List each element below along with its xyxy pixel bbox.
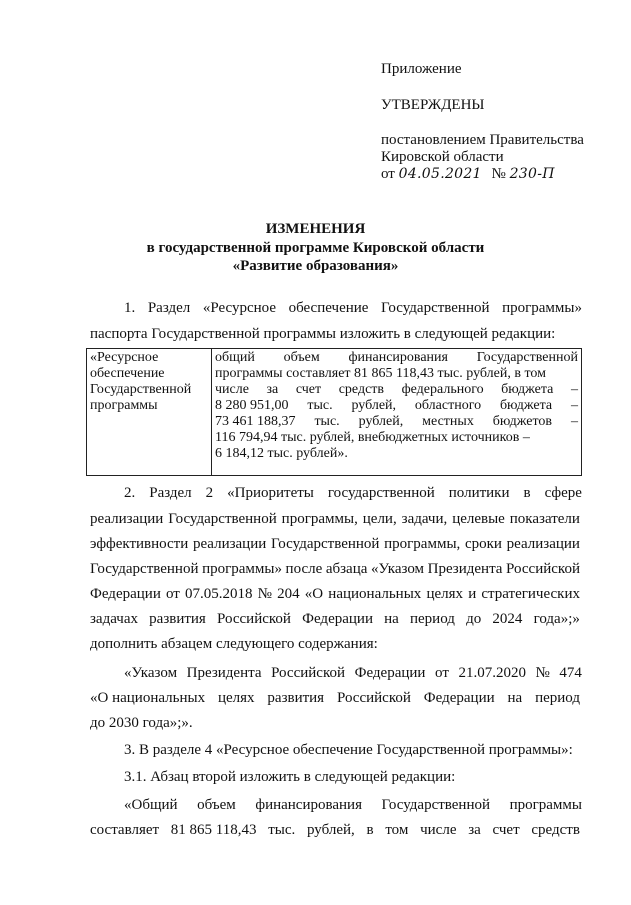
resource-table xyxy=(86,348,582,476)
quote-line-1: «Указом Президента Российской Федерации от 21.07.2020 № 474 xyxy=(124,665,582,681)
value-line: программы составляет 81 865 118,43 тыс. рублей, в том xyxy=(215,366,546,381)
section-2-line-4: Государственной программы» после абзаца «Указом Президента Российской xyxy=(90,561,580,577)
table-cell-value xyxy=(212,349,582,476)
section-2-line-6: задачах развития Российской Федерации на период до 2024 года»;» xyxy=(90,611,580,627)
date-prefix: от xyxy=(381,166,395,182)
decree-line-1: постановлением Правительства xyxy=(381,132,584,148)
quote-line-2: «О национальных целях развития Российской Федерации на период xyxy=(90,690,580,706)
table-row xyxy=(87,349,582,476)
value-line: общий объем финансирования Государственной xyxy=(215,350,578,365)
section-3-line-1: 3. В разделе 4 «Ресурсное обеспечение Государственной программы»: xyxy=(124,742,573,758)
section-2-line-1: 2. Раздел 2 «Приоритеты государственной политики в сфере xyxy=(124,485,582,501)
section-3-line-2: 3.1. Абзац второй изложить в следующей редакции: xyxy=(124,769,456,785)
title-line-1: ИЗМЕНЕНИЯ xyxy=(265,221,366,237)
title-line-2: в государственной программе Кировской области xyxy=(146,240,485,256)
section-2-line-2: реализации Государственной программы, цели, задачи, целевые показатели xyxy=(90,511,580,527)
appendix-label: Приложение xyxy=(381,61,462,77)
value-line: 73 461 188,37 тыс. рублей, местных бюджетов – xyxy=(215,414,578,429)
section-2-line-5: Федерации от 07.05.2018 № 204 «О национальных целях и стратегических xyxy=(90,586,580,602)
section-3-line-4: составляет 81 865 118,43 тыс. рублей, в том числе за счет средств xyxy=(90,822,580,838)
value-line: 116 794,94 тыс. рублей, внебюджетных источников – xyxy=(215,430,530,445)
decree-line-2: Кировской области xyxy=(381,149,504,165)
decree-date-line xyxy=(381,165,555,184)
section-2-line-7: дополнить абзацем следующего содержания: xyxy=(90,636,378,652)
handwritten-number: 230-П xyxy=(509,166,555,182)
section-1-line-2: паспорта Государственной программы изложить в следующей редакции: xyxy=(90,326,556,342)
value-line: 8 280 951,00 тыс. рублей, областного бюджета – xyxy=(215,398,578,413)
section-2-line-3: эффективности реализации Государственной программы, сроки реализации xyxy=(90,536,580,552)
value-line: 6 184,12 тыс. рублей». xyxy=(215,446,348,461)
number-prefix: № xyxy=(491,166,506,182)
value-line: числе за счет средств федерального бюджета – xyxy=(215,382,578,397)
handwritten-date: 04.05.2021 xyxy=(398,166,482,182)
approved-label: УТВЕРЖДЕНЫ xyxy=(381,97,485,113)
section-3-line-3: «Общий объем финансирования Государственной программы xyxy=(124,797,582,813)
table-cell-label: «Ресурсное обеспечение Государственной программы xyxy=(87,349,212,476)
title-line-3: «Развитие образования» xyxy=(232,258,399,274)
quote-line-3: до 2030 года»;». xyxy=(90,715,193,731)
section-1-line-1: 1. Раздел «Ресурсное обеспечение Государственной программы» xyxy=(124,300,582,316)
